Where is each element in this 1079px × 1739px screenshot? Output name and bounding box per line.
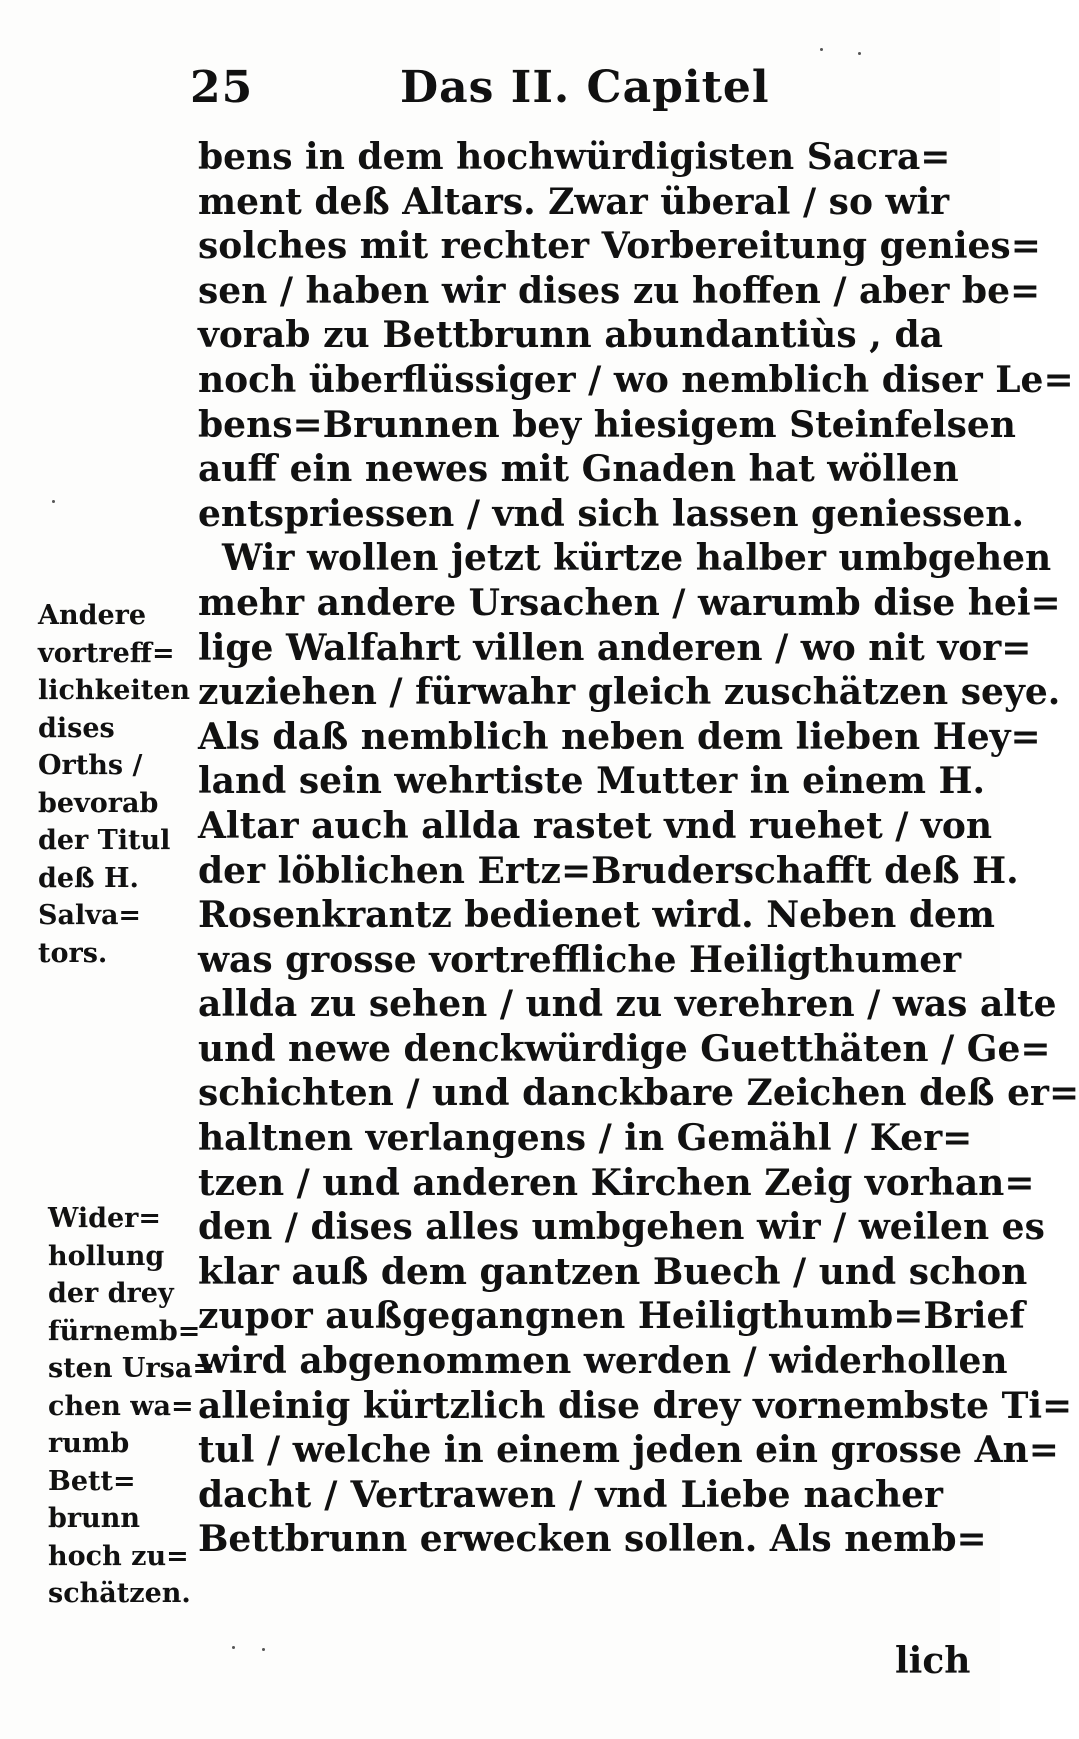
body-line: vorab zu Bettbrunn abundantiùs , da — [198, 314, 943, 357]
margin-note-line: Orths / — [38, 750, 143, 781]
body-line: tul / welche in einem jeden ein grosse An= — [198, 1429, 1059, 1472]
margin-note-line: der Titul — [38, 825, 171, 856]
body-line: entspriessen / vnd sich lassen geniessen. — [198, 492, 1025, 535]
margin-note-line: der drey — [48, 1278, 174, 1309]
body-line: tzen / und anderen Kirchen Zeig vorhan= — [198, 1161, 1035, 1204]
catchword: lich — [895, 1640, 971, 1682]
body-line: bens=Brunnen bey hiesigem Steinfelsen — [198, 403, 1016, 446]
body-line: und newe denckwürdige Guetthäten / Ge= — [198, 1027, 1051, 1070]
margin-note-line: chen wa= — [48, 1390, 194, 1422]
body-line: den / dises alles umbgehen wir / weilen es — [198, 1206, 1045, 1249]
body-line: mehr andere Ursachen / warumb dise hei= — [198, 581, 1061, 624]
body-line: zupor außgegangnen Heiligthumb=Brief — [198, 1295, 1025, 1338]
body-line: Wir wollen jetzt kürtze halber umbgehen — [222, 537, 1052, 580]
paper-speck — [858, 52, 861, 55]
running-title: Das II. Capitel — [400, 62, 770, 113]
paper-speck — [232, 1646, 235, 1649]
margin-note-three-reasons — [48, 1200, 215, 1613]
margin-note-other-excellences — [38, 597, 191, 972]
body-line: Rosenkrantz bedienet wird. Neben dem — [198, 894, 995, 937]
margin-note-line: Andere — [38, 600, 147, 631]
body-line: wird abgenommen werden / widerhollen — [198, 1340, 1008, 1383]
margin-note-line: schätzen. — [48, 1578, 191, 1609]
body-line: land sein wehrtiste Mutter in einem H. — [198, 760, 986, 803]
paper-speck — [262, 1648, 265, 1651]
body-line: Als daß nemblich neben dem lieben Hey= — [198, 715, 1041, 758]
margin-note-line: hoch zu= — [48, 1540, 189, 1572]
paper-speck — [820, 48, 823, 51]
body-line: klar auß dem gantzen Buech / und schon — [198, 1250, 1028, 1293]
paper-speck — [52, 500, 55, 503]
margin-note-line: dises — [38, 712, 115, 744]
margin-note-line: lichkeiten — [38, 675, 191, 706]
body-line: der löblichen Ertz=Bruderschafft deß H. — [198, 849, 1019, 892]
margin-note-line: tors. — [38, 937, 108, 969]
margin-note-line: hollung — [48, 1240, 165, 1272]
margin-note-line: Bett= — [48, 1465, 136, 1497]
body-line: was grosse vortreffliche Heiligthumer — [198, 938, 962, 981]
page-number: 25 — [190, 62, 254, 113]
body-line: dacht / Vertrawen / vnd Liebe nacher — [198, 1473, 943, 1516]
body-line: sen / haben wir dises zu hoffen / aber be= — [198, 269, 1041, 312]
margin-note-line: bevorab — [38, 787, 159, 819]
margin-note-line: vortreff= — [38, 637, 175, 669]
margin-note-line: brunn — [48, 1503, 140, 1534]
body-line: Bettbrunn erwecken sollen. Als nemb= — [198, 1518, 987, 1561]
margin-note-line: fürnemb= — [48, 1315, 201, 1347]
body-line: ment deß Altars. Zwar überal / so wir — [198, 180, 950, 223]
body-line: schichten / und danckbare Zeichen deß er= — [198, 1072, 1079, 1115]
margin-note-line: Wider= — [48, 1203, 162, 1234]
running-header — [190, 62, 930, 122]
body-line: lige Walfahrt villen anderen / wo nit vor= — [198, 626, 1032, 669]
margin-note-line: sten Ursa= — [48, 1353, 215, 1384]
body-line: Altar auch allda rastet vnd ruehet / von — [198, 804, 993, 847]
margin-note-line: Salva= — [38, 900, 142, 931]
body-line: zuziehen / fürwahr gleich zuschätzen seye. — [198, 671, 1061, 714]
margin-note-line: rumb — [48, 1428, 130, 1459]
body-text — [198, 135, 1079, 1562]
body-line: auff ein newes mit Gnaden hat wöllen — [198, 448, 959, 491]
body-line: allda zu sehen / und zu verehren / was alte — [198, 983, 1057, 1026]
body-line: haltnen verlangens / in Gemähl / Ker= — [198, 1117, 973, 1160]
body-line: solches mit rechter Vorbereitung genies= — [198, 225, 1041, 268]
body-line: noch überflüssiger / wo nemblich diser Le= — [198, 358, 1074, 401]
body-line: alleinig kürtzlich dise drey vornembste Ti= — [198, 1384, 1073, 1427]
margin-note-line: deß H. — [38, 862, 139, 894]
body-line: bens in dem hochwürdigisten Sacra= — [198, 136, 951, 178]
